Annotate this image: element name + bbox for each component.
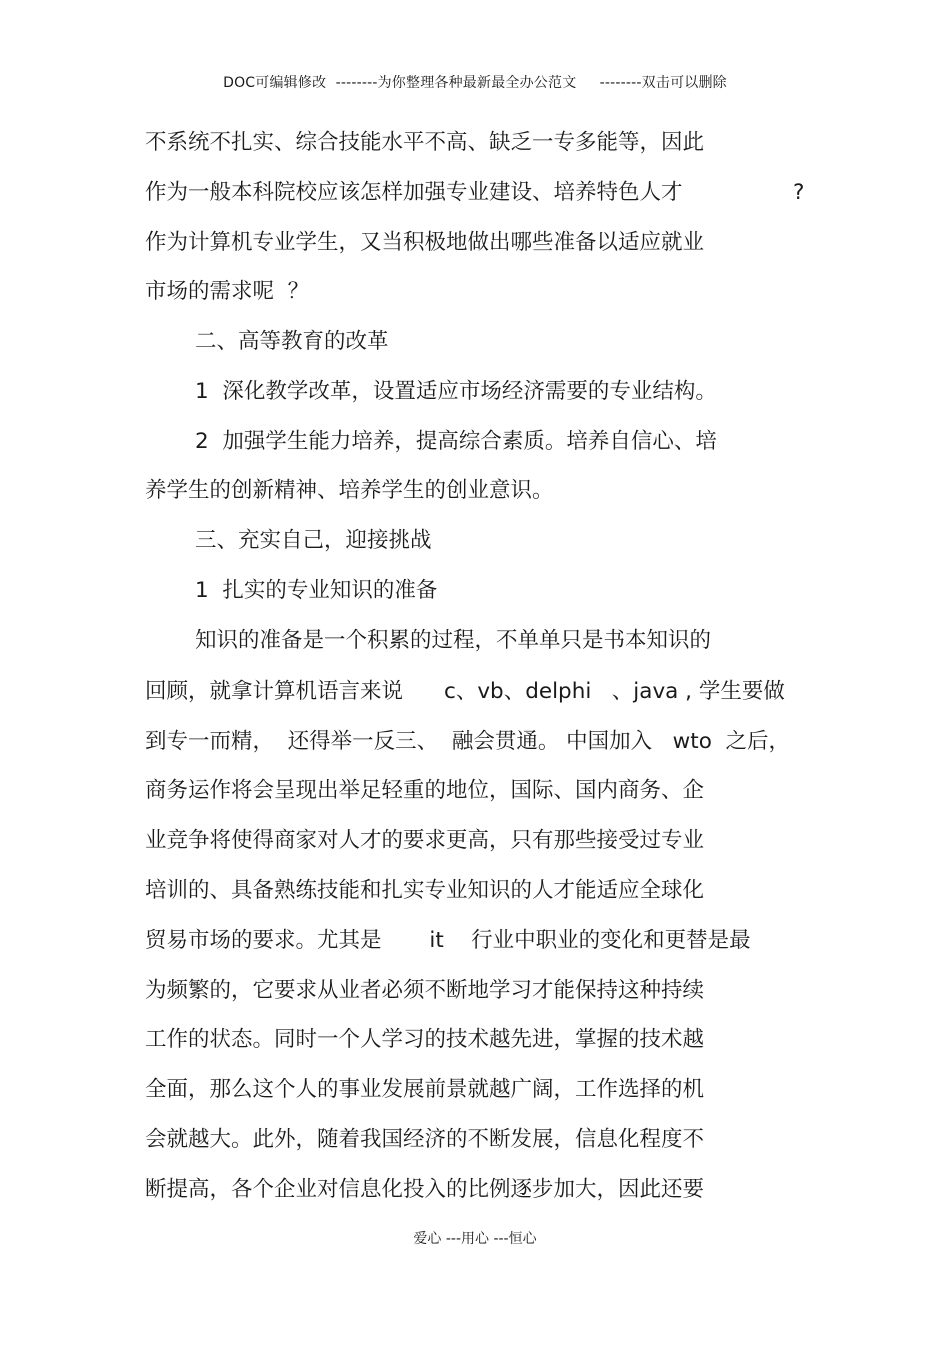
page-footer: 爱心 ---用心 ---恒心 [413,1231,537,1247]
text-line: 作为计算机专业学生，又当积极地做出哪些准备以适应就业 [145,230,705,255]
text-line: 商务运作将会呈现出举足轻重的地位，国际、国内商务、企 [145,778,705,803]
section-heading: 三、充实自己，迎接挑战 [195,528,432,553]
text-line: 回顾，就拿计算机语言来说 c、vb、delphi 、java , 学生要做 [145,679,785,704]
text-line: 市场的需求呢 ？ [145,279,310,304]
text-line: 工作的状态。同时一个人学习的技术越先进，掌握的技术越 [145,1027,705,1052]
subsection-heading: 1 扎实的专业知识的准备 [195,578,438,603]
text-line: 作为一般本科院校应该怎样加强专业建设、培养特色人才 [145,180,683,205]
text-line: 2 加强学生能力培养，提高综合素质。培养自信心、培 [195,429,717,454]
text-line: 不系统不扎实、综合技能水平不高、缺乏一专多能等，因此 [145,130,705,155]
text-line: 培训的、具备熟练技能和扎实专业知识的人才能适应全球化 [145,878,705,903]
section-heading: 二、高等教育的改革 [195,329,389,354]
text-line: ? [793,180,805,205]
text-line: 1 深化教学改革，设置适应市场经济需要的专业结构。 [195,379,717,404]
text-line: 贸易市场的要求。尤其是 it 行业中职业的变化和更替是最 [145,928,751,953]
text-line: 知识的准备是一个积累的过程，不单单只是书本知识的 [195,628,712,653]
text-line: 会就越大。此外，随着我国经济的不断发展，信息化程度不 [145,1127,705,1152]
text-line: 养学生的创新精神、培养学生的创业意识。 [145,478,554,503]
page-header: DOC可编辑修改 --------为你整理各种最新最全办公范文 --------双击可以删除 [223,75,727,91]
text-line: 全面，那么这个人的事业发展前景就越广阔，工作选择的机 [145,1077,705,1102]
text-line: 到专一而精， 还得举一反三、 融会贯通。 中国加入 wto 之后， [145,729,791,754]
text-line: 为频繁的，它要求从业者必须不断地学习才能保持这种持续 [145,978,705,1003]
text-line: 业竞争将使得商家对人才的要求更高，只有那些接受过专业 [145,828,705,853]
text-line: 断提高，各个企业对信息化投入的比例逐步加大，因此还要 [145,1177,705,1202]
